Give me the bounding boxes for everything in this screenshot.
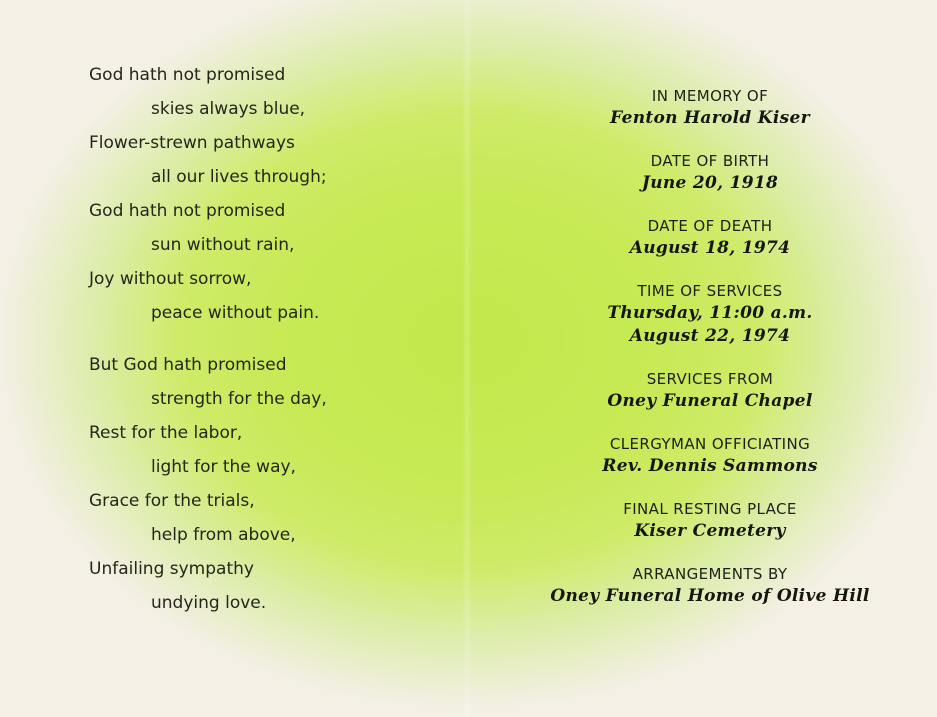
birth-block [505, 150, 915, 195]
death-date: August 18, 1974 [629, 238, 791, 258]
poem-line: God hath not promised [89, 201, 286, 221]
poem-stanza-1 [89, 63, 389, 335]
poem-line: sun without rain, [151, 235, 295, 255]
location-block [505, 368, 915, 413]
resting-label: FINAL RESTING PLACE [623, 500, 797, 518]
poem-line: Flower-strewn pathways [89, 133, 295, 153]
birth-label: DATE OF BIRTH [650, 152, 770, 170]
clergy-name: Rev. Dennis Sammons [602, 456, 818, 476]
funeral-home: Oney Funeral Home of Olive Hill [550, 586, 870, 606]
memory-label: IN MEMORY OF [651, 87, 769, 105]
stanza-gap [89, 335, 389, 353]
poem-stanza-2 [89, 353, 389, 625]
poem-line: help from above, [151, 525, 296, 545]
poem-line: light for the way, [151, 457, 296, 477]
services-block [505, 280, 915, 348]
services-label: TIME OF SERVICES [637, 282, 783, 300]
poem-line: Rest for the labor, [89, 423, 243, 443]
death-label: DATE OF DEATH [647, 217, 773, 235]
memorial-info [505, 85, 915, 608]
arrangements-label: ARRANGEMENTS BY [632, 565, 788, 583]
services-time: Thursday, 11:00 a.m. [607, 303, 813, 323]
poem-line: skies always blue, [151, 99, 306, 119]
poem-line: God hath not promised [89, 65, 286, 85]
poem-line: Unfailing sympathy [89, 559, 254, 579]
poem-line: Grace for the trials, [89, 491, 255, 511]
poem-line: Joy without sorrow, [89, 269, 252, 289]
poem-line: peace without pain. [151, 303, 320, 323]
card-fold [462, 0, 472, 717]
arrangements-block [505, 563, 915, 608]
deceased-name: Fenton Harold Kiser [610, 108, 810, 128]
birth-date: June 20, 1918 [641, 173, 779, 193]
resting-block [505, 498, 915, 543]
services-location: Oney Funeral Chapel [607, 391, 813, 411]
location-label: SERVICES FROM [646, 370, 774, 388]
poem-line: all our lives through; [151, 167, 327, 187]
poem-line: But God hath promised [89, 355, 287, 375]
poem-line: strength for the day, [151, 389, 327, 409]
death-block [505, 215, 915, 260]
services-date: August 22, 1974 [629, 326, 791, 346]
poem-line: undying love. [151, 593, 267, 613]
clergy-block [505, 433, 915, 478]
memory-block [505, 85, 915, 130]
resting-place: Kiser Cemetery [634, 521, 786, 541]
clergy-label: CLERGYMAN OFFICIATING [609, 435, 811, 453]
poem [89, 63, 389, 625]
